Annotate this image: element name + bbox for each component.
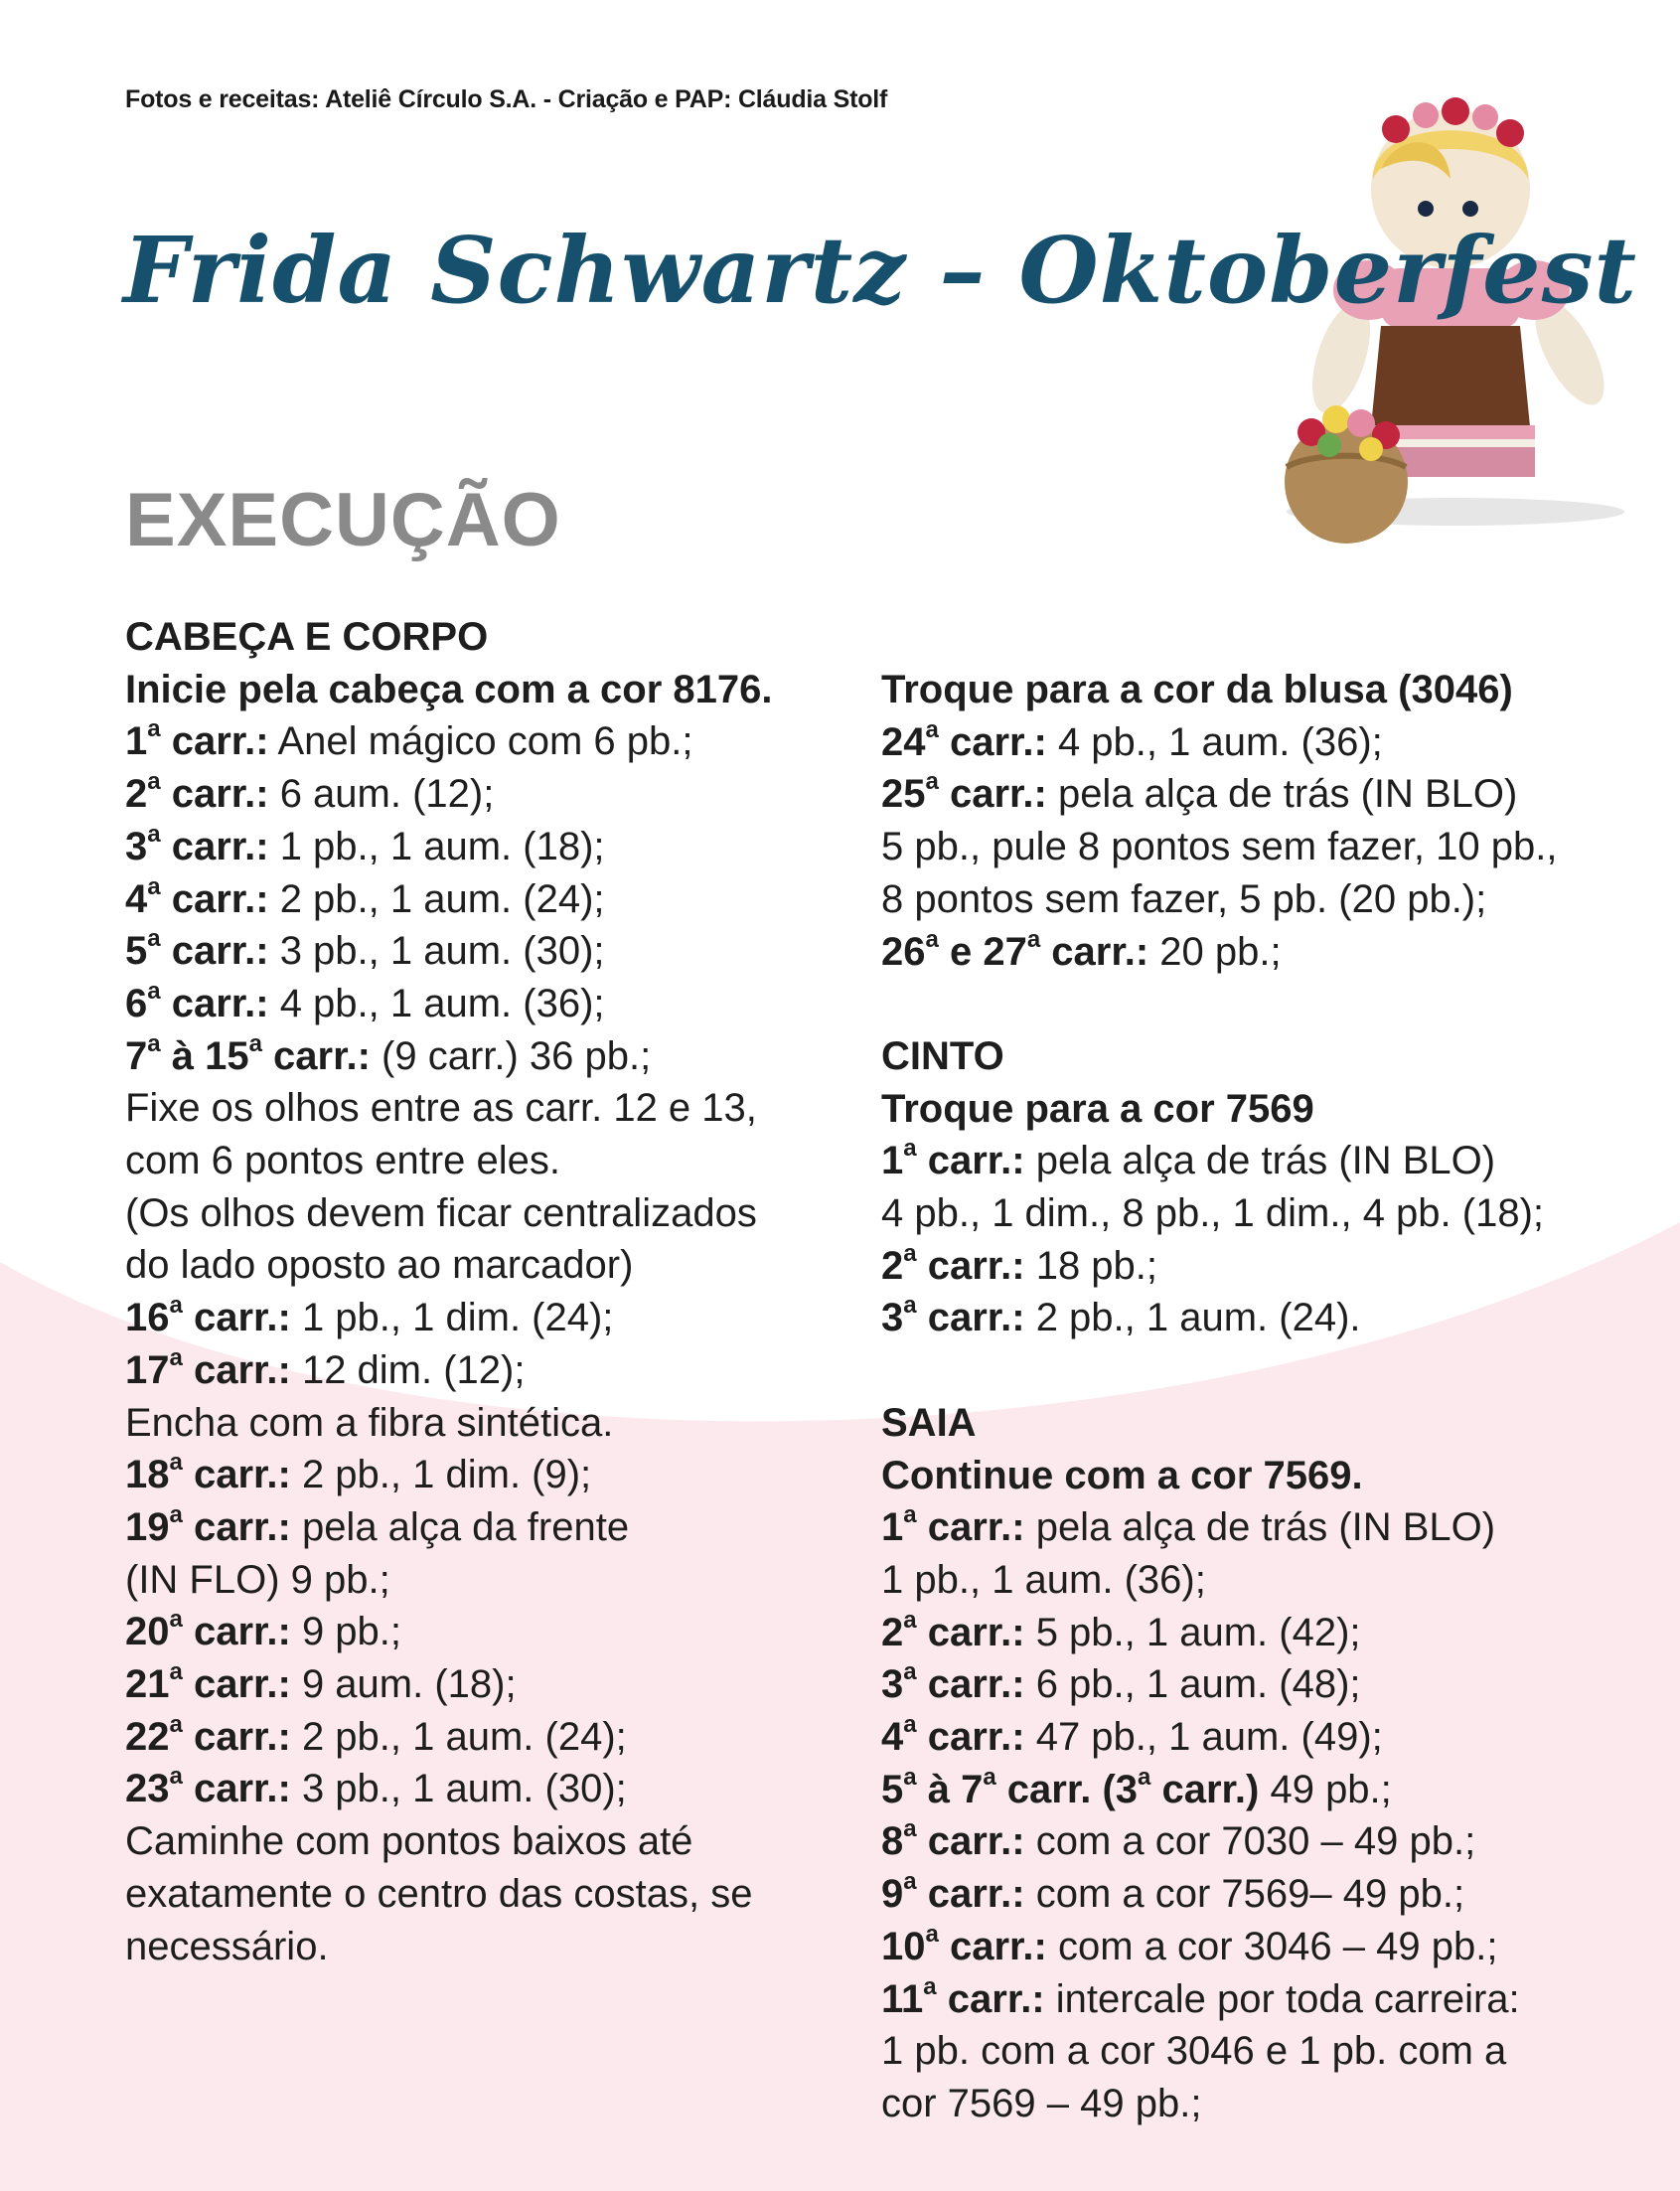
right-column [881, 664, 1656, 2130]
cinto-row-2: 2$^a$ carr.: 18 pb.; [881, 1239, 1158, 1288]
spacer [881, 978, 1656, 1030]
heading-cabeca-corpo: CABEÇA E CORPO [125, 615, 489, 659]
saia-row-1-cont: 1 pb., 1 aum. (36); [881, 1557, 1206, 1602]
row-25-cont-2: 8 pontos sem fazer, 5 pb. (20 pb.); [881, 876, 1487, 921]
note-eyes-4: do lado oposto ao marcador) [125, 1243, 634, 1288]
row-5: 5$^a$ carr.: 3 pb., 1 aum. (30); [125, 925, 605, 974]
row-21: 21$^a$ carr.: 9 aum. (18); [125, 1658, 517, 1707]
row-22: 22$^a$ carr.: 2 pb., 1 aum. (24); [125, 1710, 627, 1759]
row-1: 1$^a$ carr.: Anel mágico com 6 pb.; [125, 715, 693, 764]
spacer [881, 1344, 1656, 1397]
row-2: 2$^a$ carr.: 6 aum. (12); [125, 768, 495, 817]
saia-row-2: 2$^a$ carr.: 5 pb., 1 aum. (42); [881, 1606, 1361, 1654]
heading-saia: SAIA [881, 1400, 977, 1445]
saia-row-5-7: 5$^a$ à 7$^a$ carr. (3$^a$ carr.) 49 pb.; [881, 1763, 1392, 1811]
note-center-back-3: necessário. [125, 1924, 329, 1968]
row-26-27: 26$^a$ e 27$^a$ carr.: 20 pb.; [881, 925, 1282, 974]
row-16: 16$^a$ carr.: 1 pb., 1 dim. (24); [125, 1292, 614, 1340]
row-25: 25$^a$ carr.: pela alça de trás (IN BLO) [881, 768, 1518, 817]
left-column [125, 611, 821, 1972]
subheading-saia: Continue com a cor 7569. [881, 1453, 1363, 1497]
subheading-cor-cabeca: Inicie pela cabeça com a cor 8176. [125, 667, 773, 711]
saia-row-4: 4$^a$ carr.: 47 pb., 1 aum. (49); [881, 1711, 1383, 1760]
saia-row-10: 10$^a$ carr.: com a cor 3046 – 49 pb.; [881, 1920, 1498, 1968]
heading-cinto: CINTO [881, 1033, 1004, 1078]
saia-row-11: 11$^a$ carr.: intercale por toda carreira: [881, 1972, 1520, 2021]
row-6: 6$^a$ carr.: 4 pb., 1 aum. (36); [125, 977, 605, 1025]
note-center-back-2: exatamente o centro das costas, se [125, 1871, 753, 1916]
page-title: Frida Schwartz – Oktoberfest [123, 217, 1637, 324]
row-19-cont: (IN FLO) 9 pb.; [125, 1557, 390, 1602]
photo-credits: Fotos e receitas: Ateliê Círculo S.A. - Criação e PAP: Cláudia Stolf [125, 85, 888, 113]
saia-row-8: 8$^a$ carr.: com a cor 7030 – 49 pb.; [881, 1815, 1476, 1864]
row-19: 19$^a$ carr.: pela alça da frente [125, 1500, 630, 1549]
section-title-execucao: EXECUÇÃO [125, 478, 561, 562]
subheading-cinto: Troque para a cor 7569 [881, 1086, 1314, 1131]
heading-blusa: Troque para a cor da blusa (3046) [881, 668, 1513, 711]
saia-row-11-cont-1: 1 pb. com a cor 3046 e 1 pb. com a [881, 2029, 1507, 2074]
note-eyes-2: com 6 pontos entre eles. [125, 1139, 561, 1183]
cinto-row-3: 3$^a$ carr.: 2 pb., 1 aum. (24). [881, 1292, 1361, 1340]
note-eyes-3: (Os olhos devem ficar centralizados [125, 1190, 757, 1235]
note-eyes-1: Fixe os olhos entre as carr. 12 e 13, [125, 1086, 757, 1131]
row-7-15: 7$^a$ à 15$^a$ carr.: (9 carr.) 36 pb.; [125, 1029, 652, 1078]
row-20: 20$^a$ carr.: 9 pb.; [125, 1606, 402, 1654]
row-3: 3$^a$ carr.: 1 pb., 1 aum. (18); [125, 820, 605, 868]
row-17: 17$^a$ carr.: 12 dim. (12); [125, 1343, 526, 1392]
row-24: 24$^a$ carr.: 4 pb., 1 aum. (36); [881, 715, 1383, 764]
cinto-row-1-cont: 4 pb., 1 dim., 8 pb., 1 dim., 4 pb. (18); [881, 1191, 1545, 1236]
saia-row-3: 3$^a$ carr.: 6 pb., 1 aum. (48); [881, 1658, 1361, 1707]
row-18: 18$^a$ carr.: 2 pb., 1 dim. (9); [125, 1449, 592, 1497]
row-4: 4$^a$ carr.: 2 pb., 1 aum. (24); [125, 872, 605, 921]
note-stuffing: Encha com a fibra sintética. [125, 1400, 614, 1445]
saia-row-1: 1$^a$ carr.: pela alça de trás (IN BLO) [881, 1501, 1496, 1550]
saia-row-9: 9$^a$ carr.: com a cor 7569– 49 pb.; [881, 1868, 1465, 1917]
cinto-row-1: 1$^a$ carr.: pela alça de trás (IN BLO) [881, 1135, 1496, 1183]
saia-row-11-cont-2: cor 7569 – 49 pb.; [881, 2081, 1202, 2125]
row-23: 23$^a$ carr.: 3 pb., 1 aum. (30); [125, 1763, 627, 1811]
row-25-cont-1: 5 pb., pule 8 pontos sem fazer, 10 pb., [881, 825, 1558, 869]
note-center-back-1: Caminhe com pontos baixos até [125, 1819, 693, 1864]
